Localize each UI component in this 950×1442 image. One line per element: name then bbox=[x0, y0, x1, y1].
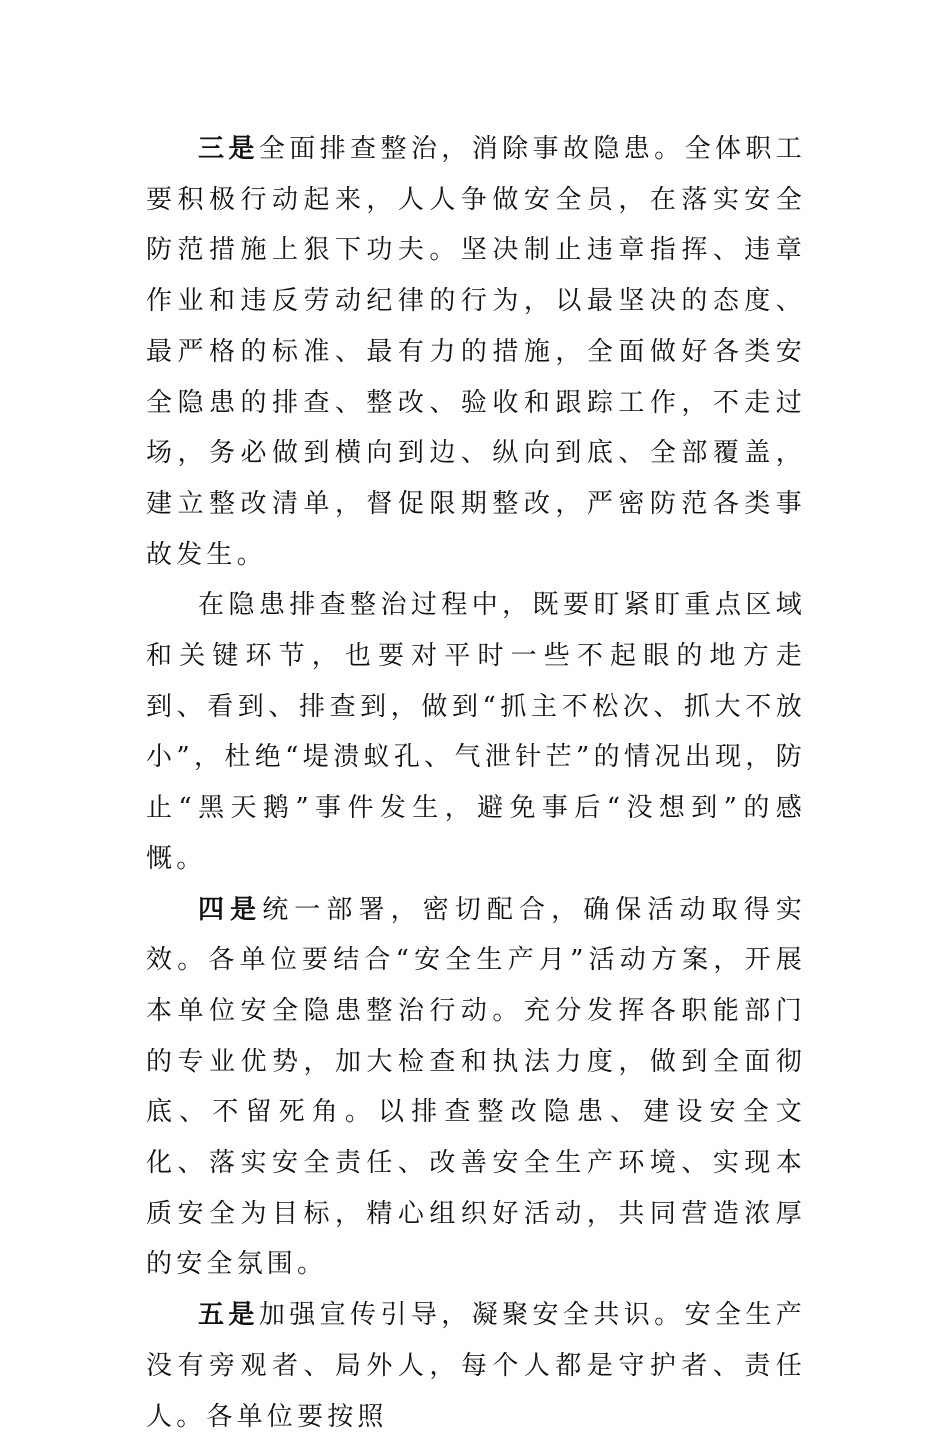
paragraph-hazard-inspection bbox=[146, 580, 806, 884]
paragraph-text: 在隐患排查整治过程中，既要盯紧盯重点区域和关键环节，也要对平时一些不起眼的地方走到、看到、排查到，做到“抓主不松次、抓大不放小”，杜绝“堤溃蚁孔、气泄针芒”的情况出现，防止“黑天鹅”事件发生，避免事后“没想到”的感慨。 bbox=[146, 590, 806, 874]
paragraph-lead: 四是 bbox=[198, 894, 263, 925]
paragraph-4 bbox=[146, 885, 806, 1291]
paragraph-3 bbox=[146, 124, 806, 580]
paragraph-text: 加强宣传引导，凝聚安全共识。安全生产没有旁观者、局外人，每个人都是守护者、责任人。各单位要按照 bbox=[146, 1300, 806, 1432]
paragraph-5 bbox=[146, 1290, 806, 1442]
paragraph-lead: 五是 bbox=[198, 1300, 259, 1331]
paragraph-text: 全面排查整治，消除事故隐患。全体职工要积极行动起来，人人争做安全员，在落实安全防范措施上狠下功夫。坚决制止违章指挥、违章作业和违反劳动纪律的行为，以最坚决的态度、最严格的标准、最有力的措施，全面做好各类安全隐患的排查、整改、验收和跟踪工作，不走过场，务必做到横向到边、纵向到底、全部覆盖，建立整改清单，督促限期整改，严密防范各类事故发生。 bbox=[146, 134, 806, 570]
document-body bbox=[146, 124, 806, 1442]
paragraph-lead: 三是 bbox=[198, 134, 259, 164]
paragraph-text: 统一部署，密切配合，确保活动取得实效。各单位要结合“安全生产月”活动方案，开展本单位安全隐患整治行动。充分发挥各职能部门的专业优势，加大检查和执法力度，做到全面彻底、不留死角。以排查整改隐患、建设安全文化、落实安全责任、改善安全生产环境、实现本质安全为目标，精心组织好活动，共同营造浓厚的安全氛围。 bbox=[146, 894, 806, 1280]
